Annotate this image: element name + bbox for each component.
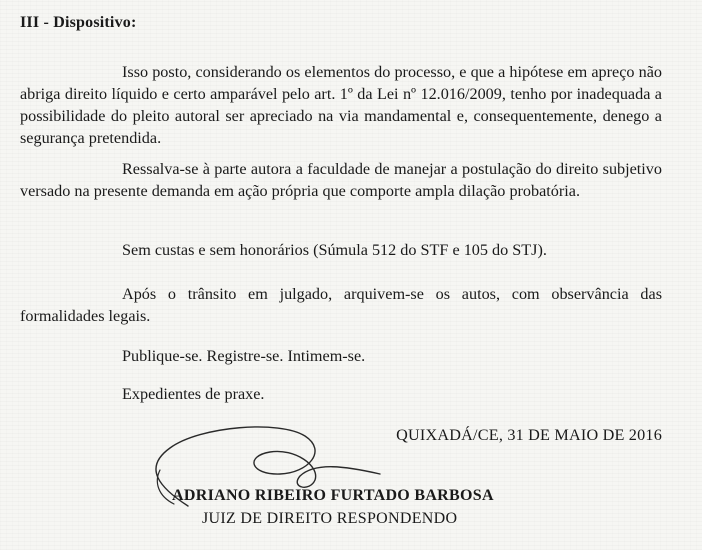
signer-title: JUIZ DE DIREITO RESPONDENDO	[202, 510, 458, 527]
paragraph-reservation: Ressalva-se à parte autora a faculdade de manejar a postulação do direito subjetivo versado na presente demanda em ação própria que comporte ampla dilação probatória.	[20, 160, 662, 200]
paragraph-publish: Publique-se. Registre-se. Intimem-se.	[122, 347, 366, 365]
date-location-line: QUIXADÁ/CE, 31 DE MAIO DE 2016	[396, 426, 662, 444]
section-heading: III - Dispositivo:	[20, 14, 137, 31]
paragraph-expedients: Expedientes de praxe.	[122, 385, 265, 403]
signer-name: ADRIANO RIBEIRO FURTADO BARBOSA	[172, 487, 494, 504]
paragraph-archive: Após o trânsito em julgado, arquivem-se os autos, com observância das formalidades legais.	[20, 285, 662, 325]
paragraph-decision: Isso posto, considerando os elementos do processo, e que a hipótese em apreço não abriga direito líquido e certo amparável pelo art. 1º da Lei nº 12.016/2009, tenho por inadequada a possibilidade do pleito autoral ser apreciado na via mandamental e, consequentemente, denego a segurança pretendida.	[20, 63, 662, 147]
paragraph-costs: Sem custas e sem honorários (Súmula 512 do STF e 105 do STJ).	[122, 241, 547, 259]
